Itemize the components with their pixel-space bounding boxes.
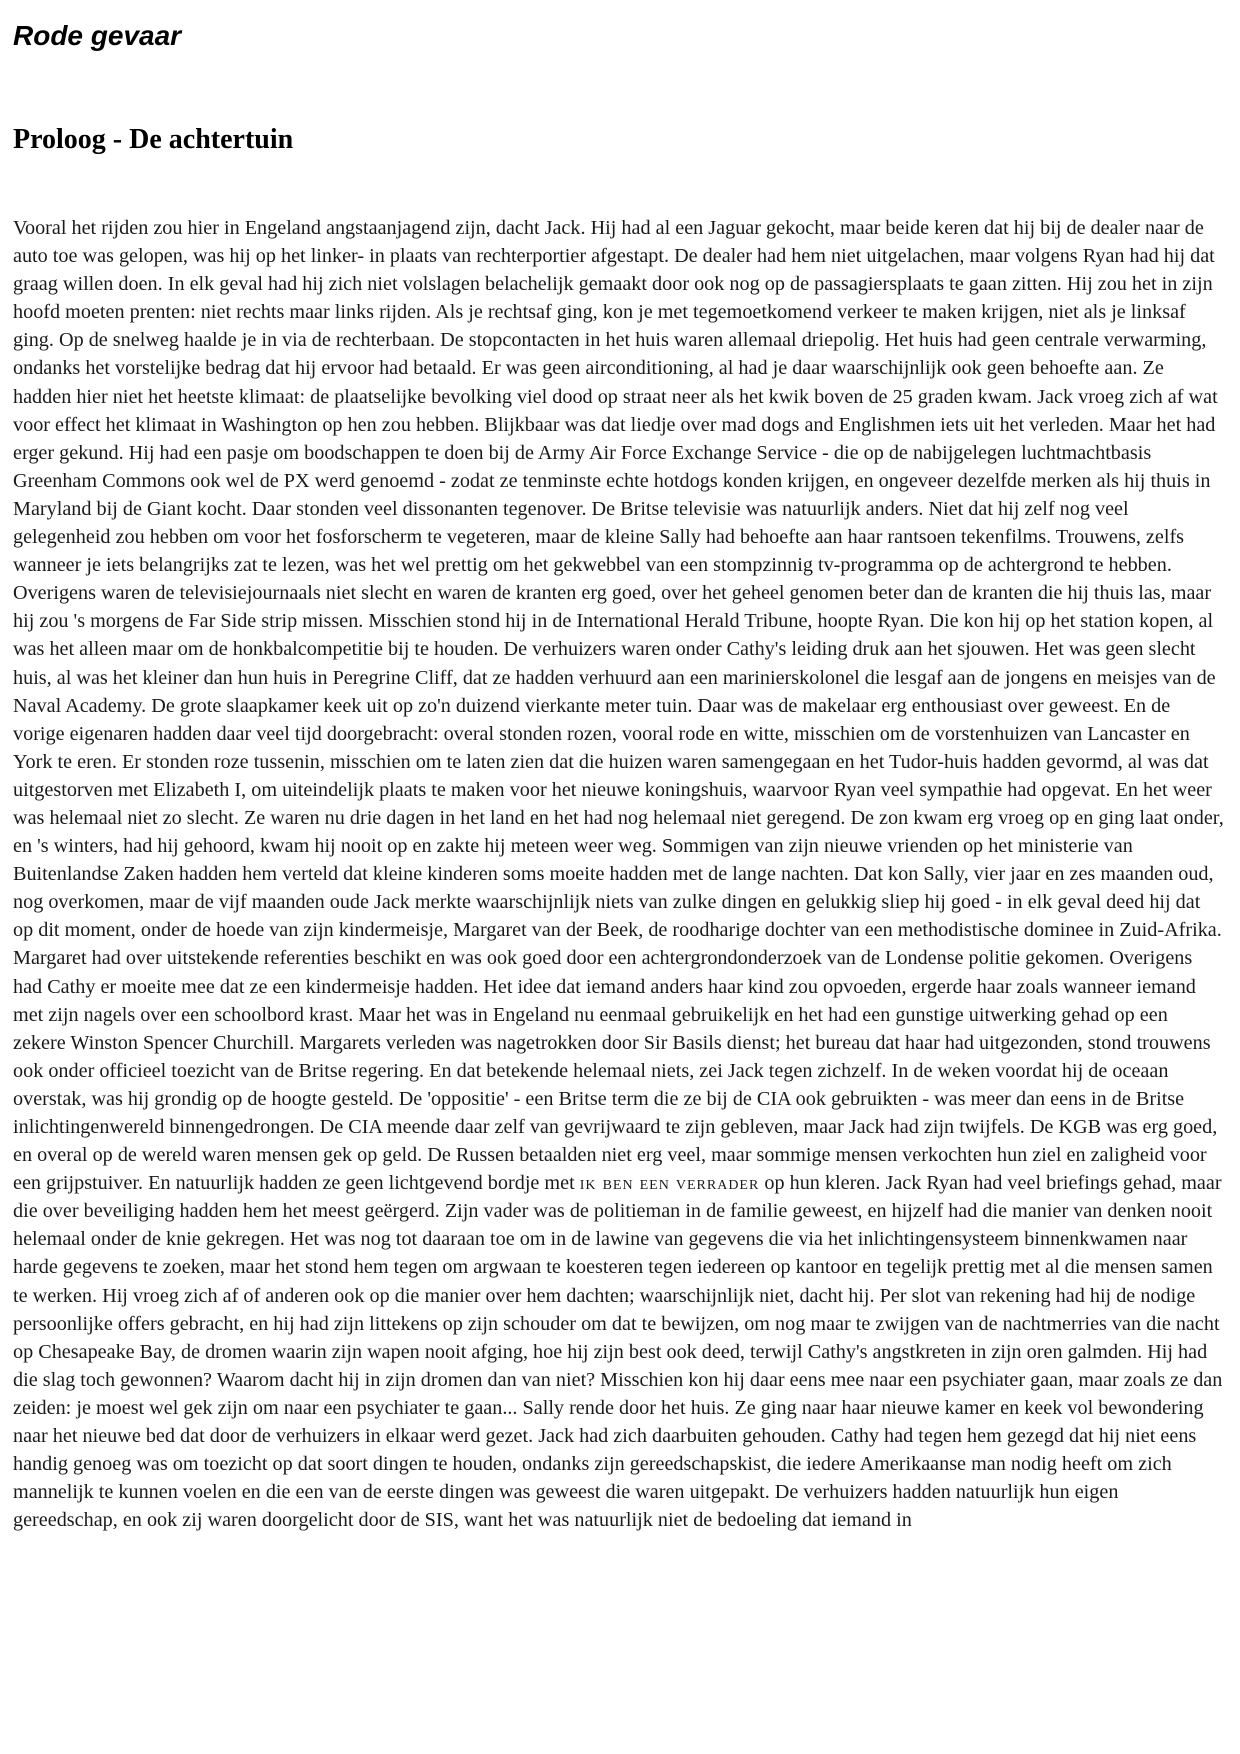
body-paragraph	[13, 214, 1225, 1534]
book-title: Rode gevaar	[13, 20, 182, 51]
chapter-title: Proloog - De achtertuin	[13, 124, 294, 155]
body-text-part-1: Vooral het rijden zou hier in Engeland angstaanjagend zijn, dacht Jack. Hij had al een Jaguar gekocht, maar beide keren dat hij bij de dealer naar de auto toe was gelopen, was hij op het linker- in plaats van rechterportier afgestapt. De dealer had hem niet uitgelachen, maar volgens Ryan had hij dat graag willen doen. In elk geval had hij zich niet volslagen belachelijk gemaakt door ook nog op de passagiersplaats te gaan zitten. Hij zou het in zijn hoofd moeten prenten: niet rechts maar links rijden. Als je rechtsaf ging, kon je met tegemoetkomend verkeer te maken krijgen, niet als je linksaf ging. Op de snelweg haalde je in via de rechterbaan. De stopcontacten in het huis waren allemaal driepolig. Het huis had geen centrale verwarming, ondanks het vorstelijke bedrag dat hij ervoor had betaald. Er was geen airconditioning, al had je daar waarschijnlijk ook geen behoefte aan. Ze hadden hier niet het heetste klimaat: de plaatselijke bevolking viel dood op straat neer als het kwik boven de 25 graden kwam. Jack vroeg zich af wat voor effect het klimaat in Washington op hen zou hebben. Blijkbaar was dat liedje over mad dogs and Englishmen iets uit het verleden. Maar het had erger gekund. Hij had een pasje om boodschappen te doen bij de Army Air Force Exchange Service - die op de nabijgelegen luchtmachtbasis Greenham Commons ook wel de PX werd genoemd - zodat ze tenminste echte hotdogs konden krijgen, en ongeveer dezelfde merken als hij thuis in Maryland bij de Giant kocht. Daar stonden veel dissonanten tegenover. De Britse televisie was natuurlijk anders. Niet dat hij zelf nog veel gelegenheid zou hebben om voor het fosforscherm te vegeteren, maar de kleine Sally had behoefte aan haar rantsoen tekenfilms. Trouwens, zelfs wanneer je iets belangrijks zat te lezen, was het wel prettig om het gekwebbel van een stompzinnig tv-programma op de achtergrond te hebben. Overigens waren de televisiejournaals niet slecht en waren de kranten erg goed, over het geheel genomen beter dan de kranten die hij thuis las, maar hij zou 's morgens de Far Side strip missen. Misschien stond hij in de International Herald Tribune, hoopte Ryan. Die kon hij op het station kopen, al was het alleen maar om de honkbalcompetitie bij te houden. De verhuizers waren onder Cathy's leiding druk aan het sjouwen. Het was geen slecht huis, al was het kleiner dan hun huis in Peregrine Cliff, dat ze hadden verhuurd aan een marinierskolonel die lesgaf aan de jongens en meisjes van de Naval Academy. De grote slaapkamer keek uit op zo'n duizend vierkante meter tuin. Daar was de makelaar erg enthousiast over geweest. En de vorige eigenaren hadden daar veel tijd doorgebracht: overal stonden rozen, vooral rode en witte, misschien om de vorstenhuizen van Lancaster en York te eren. Er stonden roze tussenin, misschien om te laten zien dat die huizen waren samengegaan en het Tudor-huis hadden gevormd, al was dat uitgestorven met Elizabeth I, om uiteindelijk plaats te maken voor het nieuwe koningshuis, waarvoor Ryan veel sympathie had opgevat. En het weer was helemaal niet zo slecht. Ze waren nu drie dagen in het land en het had nog helemaal niet geregend. De zon kwam erg vroeg op en ging laat onder, en 's winters, had hij gehoord, kwam hij nooit op en zakte hij meteen weer weg. Sommigen van zijn nieuwe vrienden op het ministerie van Buitenlandse Zaken hadden hem verteld dat kleine kinderen soms moeite hadden met de lange nachten. Dat kon Sally, vier jaar en zes maanden oud, nog overkomen, maar de vijf maanden oude Jack merkte waarschijnlijk niets van zulke dingen en gelukkig sliep hij goed - in elk geval deed hij dat op dit moment, onder de hoede van zijn kindermeisje, Margaret van der Beek, de roodharige dochter van een methodistische dominee in Zuid-Afrika. Margaret had over uitstekende referenties beschikt en was ook goed door een achtergrondonderzoek van de Londense politie gekomen. Overigens had Cathy er moeite mee dat ze een kindermeisje hadden. Het idee dat iemand anders haar kind zou opvoeden, ergerde haar zoals wanneer iemand met zijn nagels over een schoolbord krast. Maar het was in Engeland nu eenmaal gebruikelijk en het had een gunstige uitwerking gehad op een zekere Winston Spencer Churchill. Margarets verleden was nagetrokken door Sir Basils dienst; het bureau dat haar had uitgezonden, stond trouwens ook onder officieel toezicht van de Britse regering. En dat betekende helemaal niets, zei Jack tegen zichzelf. In de weken voordat hij de oceaan overstak, was hij grondig op de hoogte gesteld. De 'oppositie' - een Britse term die ze bij de CIA ook gebruikten - was meer dan eens in de Britse inlichtingenwereld binnengedrongen. De CIA meende daar zelf van gevrijwaard te zijn gebleven, maar Jack had zijn twijfels. De KGB was erg goed, en overal op de wereld waren mensen gek op geld. De Russen betaalden niet erg veel, maar sommige mensen verkochten hun ziel en zaligheid voor een grijpstuiver. En natuurlijk hadden ze geen lichtgevend bordje met	[13, 217, 1224, 1195]
smallcaps-phrase: ik ben een verrader	[579, 1172, 760, 1195]
body-text-part-2: op hun kleren. Jack Ryan had veel briefings gehad, maar die over beveiliging hadden hem het meest geërgerd. Zijn vader was de politieman in de familie geweest, en hijzelf had die manier van denken nooit helemaal onder de knie gekregen. Het was nog tot daaraan toe om in de lawine van gegevens die via het inlichtingensysteem binnenkwamen naar harde gegevens te zoeken, maar het stond hem tegen om argwaan te koesteren tegen iedereen op kantoor en tegelijk prettig met al die mensen samen te werken. Hij vroeg zich af of anderen ook op die manier over hem dachten; waarschijnlijk niet, dacht hij. Per slot van rekening had hij de nodige persoonlijke offers gebracht, en hij had zijn littekens op zijn schouder om dat te bewijzen, om nog maar te zwijgen van de nachtmerries van die nacht op Chesapeake Bay, de dromen waarin zijn wapen nooit afging, hoe hij zijn best ook deed, terwijl Cathy's angstkreten in zijn oren galmden. Hij had die slag toch gewonnen? Waarom dacht hij in zijn dromen dan van niet? Misschien kon hij daar eens mee naar een psychiater gaan, maar zoals ze dan zeiden: je moest wel gek zijn om naar een psychiater te gaan... Sally rende door het huis. Ze ging naar haar nieuwe kamer en keek vol bewondering naar het nieuwe bed dat door de verhuizers in elkaar werd gezet. Jack had zich daarbuiten gehouden. Cathy had tegen hem gezegd dat hij niet eens handig genoeg was om toezicht op dat soort dingen te houden, ondanks zijn gereedschapskist, die iedere Amerikaanse man nodig heeft om zich mannelijk te kunnen voelen en die een van de eerste dingen was geweest die waren uitgepakt. De verhuizers hadden natuurlijk hun eigen gereedschap, en ook zij waren doorgelicht door de SIS, want het was natuurlijk niet de bedoeling dat iemand in	[13, 1172, 1223, 1532]
